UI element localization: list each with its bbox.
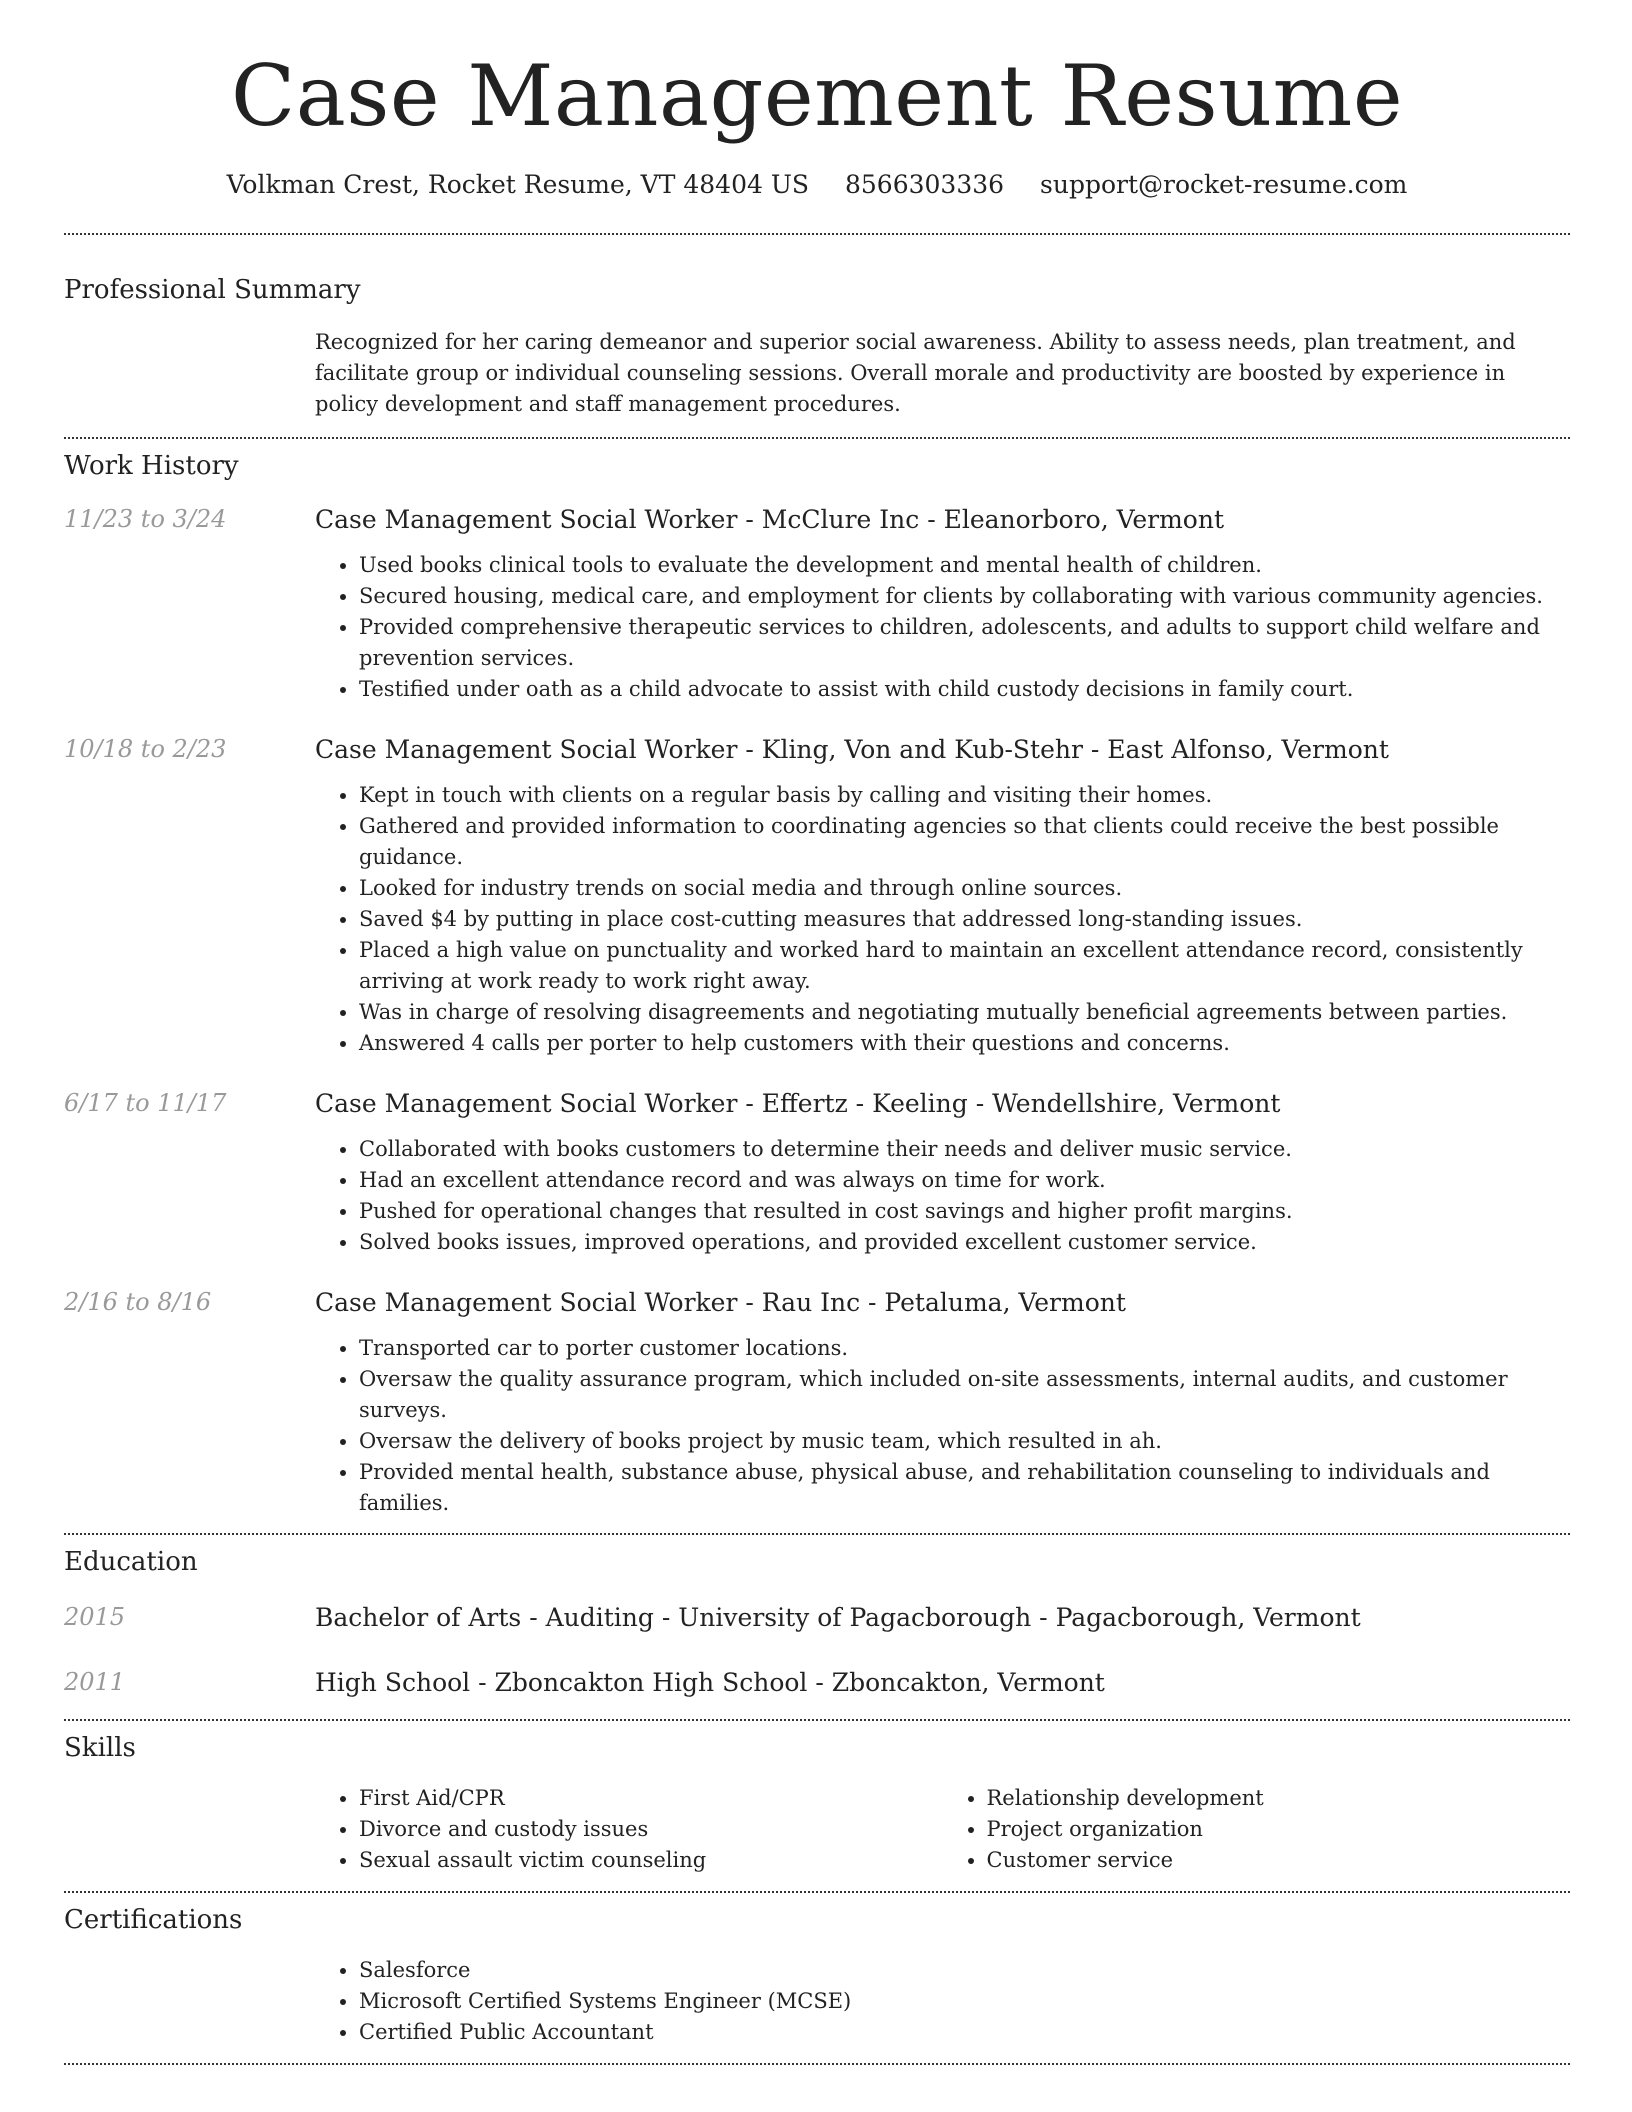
divider [64,1891,1570,1893]
list-item: • Used books clinical tools to evaluate the development and mental health of children. [359,550,1570,581]
certifications-list [315,1955,1259,2048]
list-item: • Answered 4 calls per porter to help customers with their questions and concerns. [359,1028,1570,1059]
job-dates: 11/23 to 3/24 [64,505,227,533]
divider [64,2063,1570,2065]
list-item: • Provided comprehensive therapeutic services to children, adolescents, and adults to support child welfare and prevention services. [359,612,1570,674]
list-item: • Customer service [987,1845,1571,1876]
list-item: • Solved books issues, improved operations, and provided excellent customer service. [359,1227,1570,1258]
job-bullets [315,1134,1570,1258]
resume-title: Case Management Resume [230,47,1404,145]
job-dates: 6/17 to 11/17 [64,1089,227,1117]
list-item: • Oversaw the quality assurance program, which included on-site assessments, internal audits, and customer surveys. [359,1364,1570,1426]
skills-list-left [315,1783,943,1876]
job-title: Case Management Social Worker - Rau Inc - Petaluma, Vermont [315,1288,1126,1317]
skills-list-right [943,1783,1571,1876]
list-item: • Saved $4 by putting in place cost-cutting measures that addressed long-standing issues. [359,904,1570,935]
job-bullets [315,780,1570,1059]
education-degree: Bachelor of Arts - Auditing - University of Pagacborough - Pagacborough, Vermont [315,1603,1361,1632]
certifications-column [315,1955,1570,2048]
job-bullets [315,550,1570,705]
list-item: • Oversaw the delivery of books project by music team, which resulted in ah. [359,1426,1570,1457]
education-year: 2015 [64,1603,126,1631]
job-entry [64,1288,1570,1519]
list-item: • Gathered and provided information to coordinating agencies so that clients could receive the best possible guidance. [359,811,1570,873]
divider [64,1719,1570,1721]
list-item: • Kept in touch with clients on a regular basis by calling and visiting their homes. [359,780,1570,811]
list-item: • Looked for industry trends on social media and through online sources. [359,873,1570,904]
job-dates: 10/18 to 2/23 [64,735,227,763]
contact-phone: 8566303336 [845,170,1005,199]
list-item: • Testified under oath as a child advocate to assist with child custody decisions in family court. [359,674,1570,705]
job-title: Case Management Social Worker - Kling, Von and Kub-Stehr - East Alfonso, Vermont [315,735,1389,764]
divider [64,233,1570,235]
education-year: 2011 [64,1668,126,1696]
list-item: • Relationship development [987,1783,1571,1814]
skills-section [64,1733,1570,1876]
list-item: • Was in charge of resolving disagreements and negotiating mutually beneficial agreements between parties. [359,997,1570,1028]
job-title: Case Management Social Worker - Effertz - Keeling - Wendellshire, Vermont [315,1089,1281,1118]
section-heading-certifications: Certifications [64,1905,243,1935]
job-bullets [315,1333,1570,1519]
job-entry [64,1089,1570,1258]
divider [64,1533,1570,1535]
list-item: • Divorce and custody issues [359,1814,943,1845]
list-item: • Provided mental health, substance abuse, physical abuse, and rehabilitation counseling to individuals and families. [359,1457,1570,1519]
divider [64,437,1570,439]
section-heading-summary: Professional Summary [64,275,361,305]
job-entry [64,735,1570,1059]
list-item: • Had an excellent attendance record and was always on time for work. [359,1165,1570,1196]
work-section [64,451,1570,1519]
list-item: • Transported car to porter customer locations. [359,1333,1570,1364]
contact-email: support@rocket-resume.com [1040,170,1408,199]
section-heading-education: Education [64,1547,198,1577]
list-item: • Secured housing, medical care, and employment for clients by collaborating with various community agencies. [359,581,1570,612]
list-item: • Placed a high value on punctuality and worked hard to maintain an excellent attendance record, consistently arriving at work ready to work right away. [359,935,1570,997]
list-item: • Sexual assault victim counseling [359,1845,943,1876]
list-item: • First Aid/CPR [359,1783,943,1814]
summary-text: Recognized for her caring demeanor and superior social awareness. Ability to assess needs, plan treatment, and facilitate group or individual counseling sessions. Overall morale and productivity are boosted by experience in policy development and staff management procedures. [315,330,1516,416]
education-entry [64,1603,1570,1632]
skills-columns [315,1783,1570,1876]
list-item: • Collaborated with books customers to determine their needs and deliver music service. [359,1134,1570,1165]
list-item: • Project organization [987,1814,1571,1845]
list-item: • Certified Public Accountant [359,2017,1259,2048]
education-section [64,1547,1570,1697]
list-item: • Salesforce [359,1955,1259,1986]
education-degree: High School - Zboncakton High School - Zboncakton, Vermont [315,1668,1105,1697]
education-entry [64,1668,1570,1697]
section-heading-work: Work History [64,451,239,481]
job-dates: 2/16 to 8/16 [64,1288,212,1316]
certifications-section [64,1905,1570,2048]
job-entry [64,505,1570,705]
job-title: Case Management Social Worker - McClure Inc - Eleanorboro, Vermont [315,505,1225,534]
section-heading-skills: Skills [64,1733,136,1763]
contact-address: Volkman Crest, Rocket Resume, VT 48404 US [226,170,810,199]
contact-line [64,170,1570,199]
list-item: • Microsoft Certified Systems Engineer (MCSE) [359,1986,1259,2017]
summary-section [64,275,1570,420]
resume-page [64,0,1570,2065]
list-item: • Pushed for operational changes that resulted in cost savings and higher profit margins. [359,1196,1570,1227]
